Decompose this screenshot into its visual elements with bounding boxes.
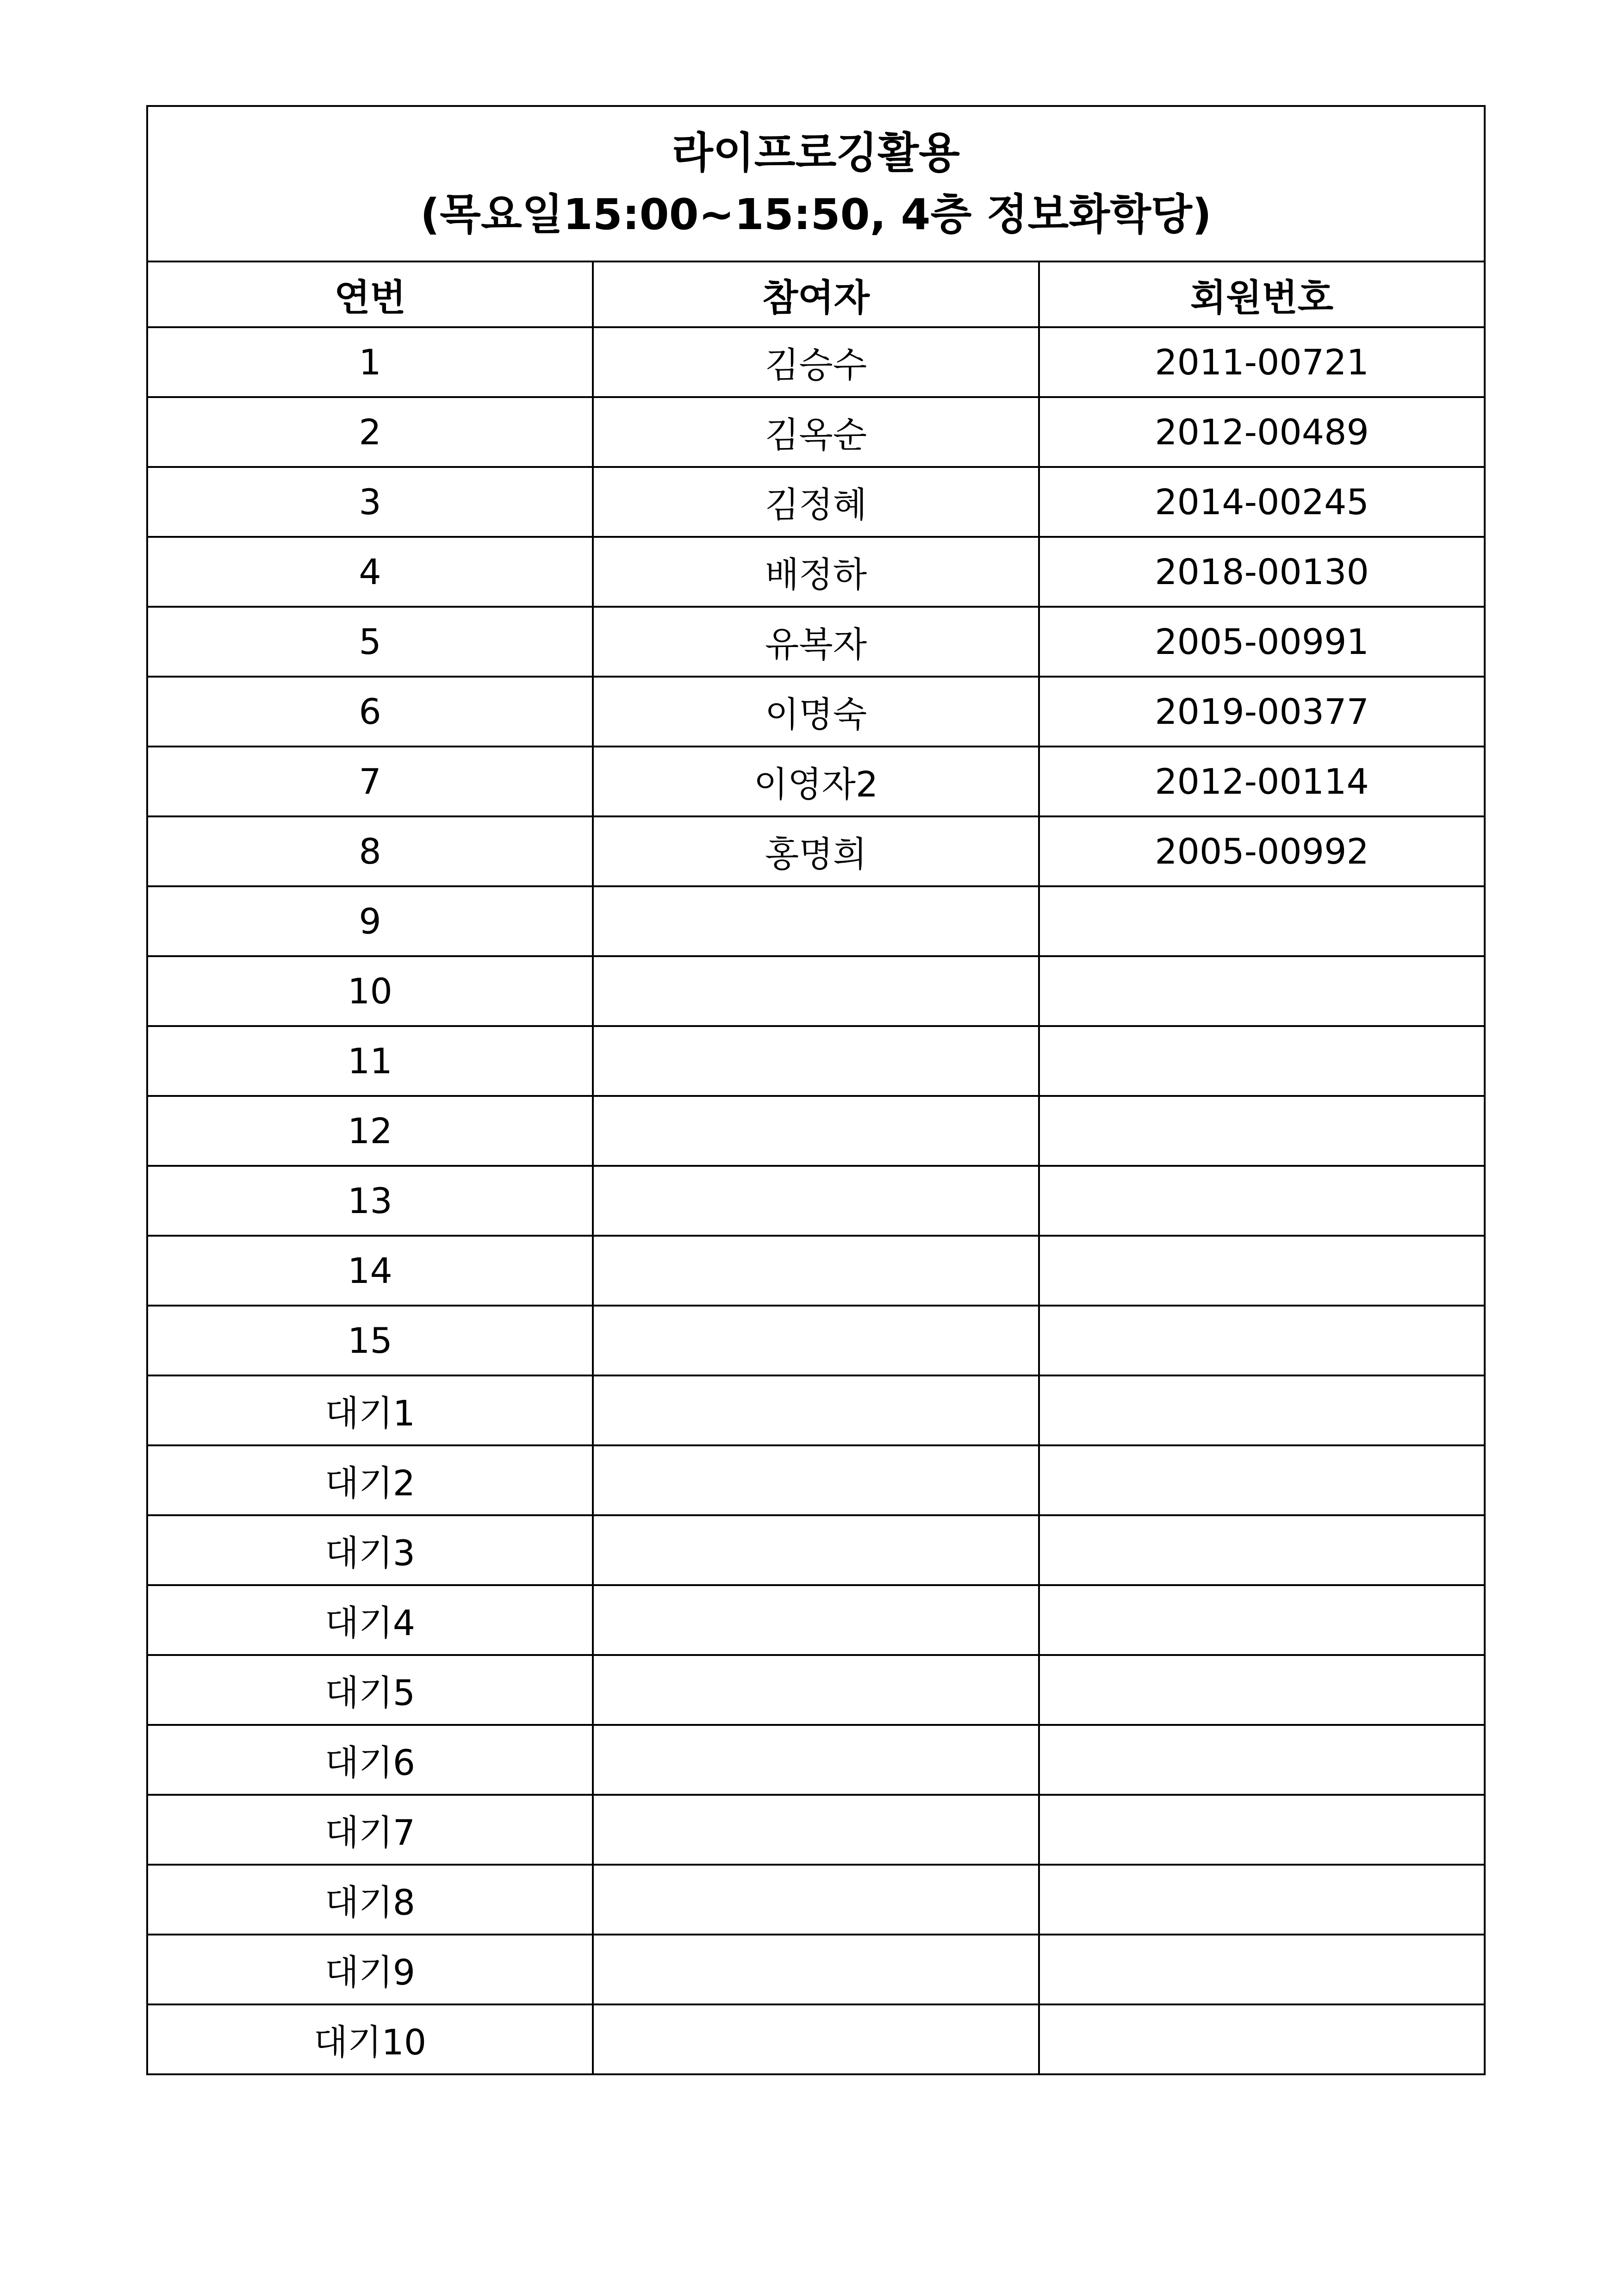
- row-number-cell: 6: [147, 677, 593, 747]
- column-header-number: 연번: [147, 261, 593, 327]
- row-number-cell: 대기5: [147, 1655, 593, 1725]
- member-id-cell: [1039, 1026, 1485, 1096]
- participant-name-cell: [593, 1935, 1039, 2004]
- participant-name-cell: [593, 1026, 1039, 1096]
- member-id-cell: 2011-00721: [1039, 327, 1485, 397]
- participant-name-cell: 배정하: [593, 537, 1039, 607]
- table-row: [147, 1865, 1485, 1935]
- table-row: [147, 1026, 1485, 1096]
- participant-name-cell: [593, 1096, 1039, 1166]
- row-number-cell: 12: [147, 1096, 593, 1166]
- member-id-cell: [1039, 956, 1485, 1026]
- participant-name-cell: [593, 1585, 1039, 1655]
- participant-name-cell: 이영자2: [593, 747, 1039, 816]
- row-number-cell: 5: [147, 607, 593, 677]
- title-row: [147, 106, 1485, 261]
- row-number-cell: 11: [147, 1026, 593, 1096]
- member-id-cell: 2005-00991: [1039, 607, 1485, 677]
- member-id-cell: [1039, 1236, 1485, 1306]
- table-row: [147, 1935, 1485, 2004]
- table-row: [147, 1096, 1485, 1166]
- table-row: [147, 956, 1485, 1026]
- row-number-cell: 14: [147, 1236, 593, 1306]
- table-row: [147, 1515, 1485, 1585]
- column-header-member-id: 회원번호: [1039, 261, 1485, 327]
- member-id-cell: [1039, 1445, 1485, 1515]
- row-number-cell: 대기2: [147, 1445, 593, 1515]
- row-number-cell: 대기6: [147, 1725, 593, 1795]
- participant-name-cell: [593, 1445, 1039, 1515]
- participant-name-cell: 김승수: [593, 327, 1039, 397]
- member-id-cell: [1039, 1096, 1485, 1166]
- row-number-cell: 2: [147, 397, 593, 467]
- member-id-cell: [1039, 2004, 1485, 2074]
- member-id-cell: 2012-00114: [1039, 747, 1485, 816]
- row-number-cell: 10: [147, 956, 593, 1026]
- roster-sheet: [146, 105, 1484, 2075]
- table-row: [147, 537, 1485, 607]
- participant-name-cell: 홍명희: [593, 816, 1039, 886]
- table-row: [147, 886, 1485, 956]
- row-number-cell: 대기8: [147, 1865, 593, 1935]
- row-number-cell: 9: [147, 886, 593, 956]
- participant-name-cell: [593, 956, 1039, 1026]
- table-row: [147, 1585, 1485, 1655]
- table-row: [147, 1725, 1485, 1795]
- participant-name-cell: 김정혜: [593, 467, 1039, 537]
- member-id-cell: [1039, 886, 1485, 956]
- table-row: [147, 2004, 1485, 2074]
- participant-name-cell: [593, 1236, 1039, 1306]
- row-number-cell: 15: [147, 1306, 593, 1375]
- title-cell: [147, 106, 1485, 261]
- participant-name-cell: [593, 1306, 1039, 1375]
- table-row: [147, 1306, 1485, 1375]
- member-id-cell: 2018-00130: [1039, 537, 1485, 607]
- participant-name-cell: [593, 1375, 1039, 1445]
- participant-name-cell: [593, 1655, 1039, 1725]
- row-number-cell: 7: [147, 747, 593, 816]
- participant-name-cell: 김옥순: [593, 397, 1039, 467]
- row-number-cell: 8: [147, 816, 593, 886]
- table-row: [147, 397, 1485, 467]
- table-row: [147, 1236, 1485, 1306]
- row-number-cell: 13: [147, 1166, 593, 1236]
- row-number-cell: 대기9: [147, 1935, 593, 2004]
- row-number-cell: 3: [147, 467, 593, 537]
- participant-name-cell: [593, 2004, 1039, 2074]
- schedule-location: (목요일15:00~15:50, 4층 정보화학당): [420, 190, 1212, 239]
- member-id-cell: [1039, 1795, 1485, 1865]
- table-row: [147, 816, 1485, 886]
- participant-name-cell: [593, 1795, 1039, 1865]
- participant-name-cell: [593, 1865, 1039, 1935]
- row-number-cell: 1: [147, 327, 593, 397]
- table-row: [147, 1166, 1485, 1236]
- table-row: [147, 1445, 1485, 1515]
- participant-name-cell: [593, 1515, 1039, 1585]
- participant-name-cell: 이명숙: [593, 677, 1039, 747]
- row-number-cell: 대기3: [147, 1515, 593, 1585]
- course-title: 라이프로깅활용: [672, 128, 960, 178]
- member-id-cell: 2014-00245: [1039, 467, 1485, 537]
- table-row: [147, 1655, 1485, 1725]
- column-header-row: [147, 261, 1485, 327]
- table-row: [147, 467, 1485, 537]
- member-id-cell: 2012-00489: [1039, 397, 1485, 467]
- participant-name-cell: 유복자: [593, 607, 1039, 677]
- row-number-cell: 대기1: [147, 1375, 593, 1445]
- member-id-cell: [1039, 1166, 1485, 1236]
- member-id-cell: 2005-00992: [1039, 816, 1485, 886]
- roster-table: [146, 105, 1486, 2075]
- table-row: [147, 327, 1485, 397]
- participant-name-cell: [593, 886, 1039, 956]
- row-number-cell: 대기7: [147, 1795, 593, 1865]
- participant-name-cell: [593, 1166, 1039, 1236]
- table-row: [147, 1795, 1485, 1865]
- column-header-participant: 참여자: [593, 261, 1039, 327]
- table-row: [147, 747, 1485, 816]
- table-row: [147, 607, 1485, 677]
- row-number-cell: 대기10: [147, 2004, 593, 2074]
- member-id-cell: [1039, 1306, 1485, 1375]
- member-id-cell: [1039, 1375, 1485, 1445]
- table-row: [147, 1375, 1485, 1445]
- member-id-cell: [1039, 1585, 1485, 1655]
- row-number-cell: 4: [147, 537, 593, 607]
- member-id-cell: [1039, 1515, 1485, 1585]
- participant-name-cell: [593, 1725, 1039, 1795]
- member-id-cell: [1039, 1935, 1485, 2004]
- row-number-cell: 대기4: [147, 1585, 593, 1655]
- member-id-cell: [1039, 1725, 1485, 1795]
- member-id-cell: [1039, 1865, 1485, 1935]
- table-row: [147, 677, 1485, 747]
- member-id-cell: 2019-00377: [1039, 677, 1485, 747]
- member-id-cell: [1039, 1655, 1485, 1725]
- roster-body: [147, 327, 1485, 2074]
